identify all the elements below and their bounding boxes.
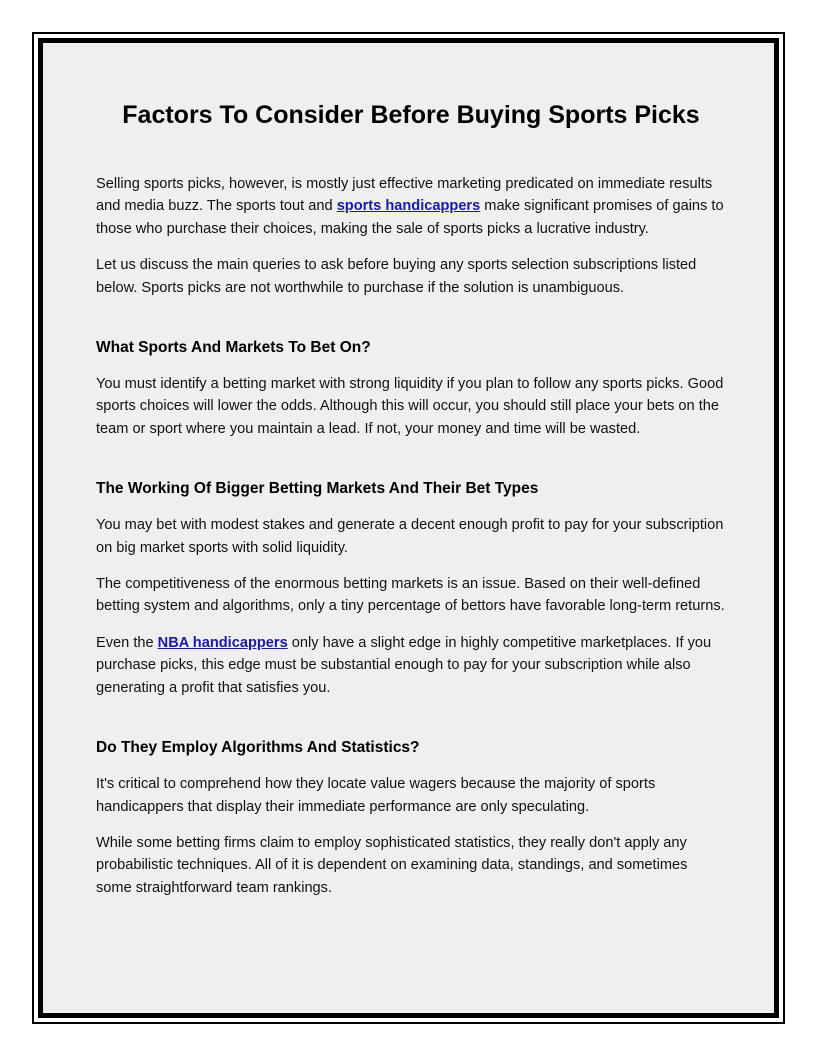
page-title: Factors To Consider Before Buying Sports Picks	[122, 101, 700, 129]
section2-p3-text-before: Even the	[96, 634, 158, 651]
section-heading-sports-markets: What Sports And Markets To Bet On?	[96, 339, 371, 357]
section2-p3-text-after: only have a slight edge in highly competitive marketplaces. If you purchase picks, this edge must be substantial enough to pay for your subscription while also generating a profit that satisfies you.	[96, 634, 712, 696]
section1-paragraph-1: You must identify a betting market with strong liquidity if you plan to follow any sports picks. Good sports choices will lower the odds. Although this will occur, you should still place your bets on the team or sport where you maintain a lead. If not, your money and time will be wasted.	[96, 376, 724, 437]
section2-paragraph-2: The competitiveness of the enormous betting markets is an issue. Based on their well-defined betting system and algorithms, only a tiny percentage of bettors have favorable long-term returns.	[96, 576, 725, 615]
section2-paragraph-3	[96, 632, 726, 699]
document-body	[96, 95, 726, 899]
intro-p1-text-before: Selling sports picks, however, is mostly just effective marketing predicated on immediate results and media buzz. The sports tout and	[96, 176, 713, 215]
section3-paragraph-1: It's critical to comprehend how they locate value wagers because the majority of sports handicappers that display their immediate performance are only speculating.	[96, 776, 656, 815]
section-heading-algorithms: Do They Employ Algorithms And Statistics?	[96, 739, 420, 757]
nba-handicappers-link[interactable]: NBA handicappers	[157, 634, 288, 651]
intro-paragraph-2: Let us discuss the main queries to ask before buying any sports selection subscriptions listed below. Sports picks are not worthwhile to purchase if the solution is unambiguous.	[96, 257, 697, 296]
section2-paragraph-1: You may bet with modest stakes and generate a decent enough profit to pay for your subscription on big market sports with solid liquidity.	[96, 517, 724, 556]
intro-p1-text-after: make significant promises of gains to those who purchase their choices, making the sale of sports picks a lucrative industry.	[96, 198, 724, 237]
section-heading-bigger-markets: The Working Of Bigger Betting Markets And Their Bet Types	[96, 480, 539, 498]
section3-paragraph-2: While some betting firms claim to employ sophisticated statistics, they really don't apply any probabilistic techniques. All of it is dependent on examining data, standings, and sometimes some straightforward team rankings.	[96, 834, 688, 896]
sports-handicappers-link[interactable]: sports handicappers	[336, 198, 481, 215]
intro-paragraph-1	[96, 173, 726, 240]
